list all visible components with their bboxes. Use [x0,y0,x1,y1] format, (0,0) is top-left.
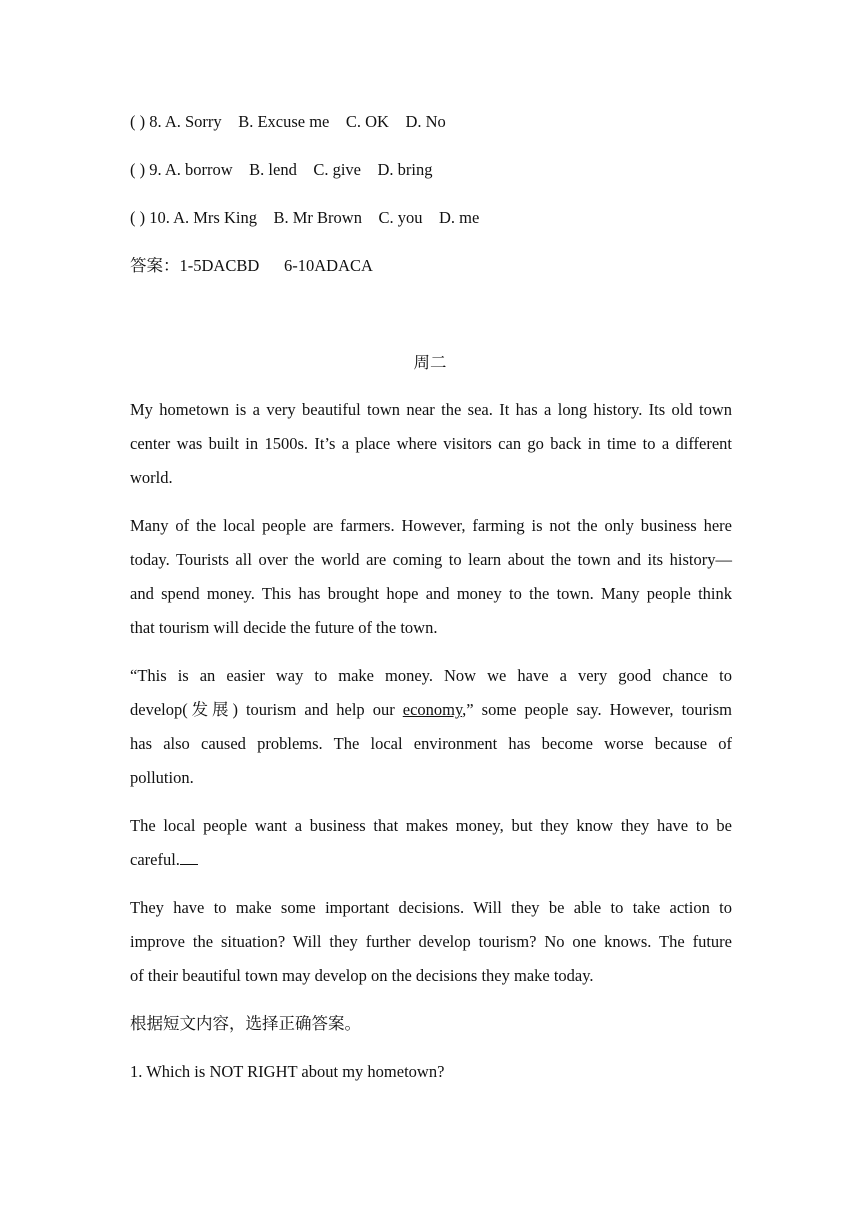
passage-paragraph-1 [130,393,732,495]
option-b: B. lend [249,160,297,179]
option-d: D. me [438,208,480,227]
option-d: D. bring [377,160,433,179]
answer-part-1: 1-5DACBD [179,256,260,275]
question-number: ( ) 10. [130,208,170,227]
passage-paragraph-4 [130,809,732,877]
answer-label: 答案： [130,256,180,275]
text-segment: careful. [130,850,180,869]
paragraph-line: of their beautiful town may develop on the decisions they make today. [130,966,594,985]
question-8 [130,111,446,133]
question-9 [130,159,433,181]
paragraph-line: today. Tourists all over the world are coming to learn about the town and its history— [130,550,732,569]
question-number: ( ) 9. [130,160,162,179]
option-a: A. Sorry [164,112,222,131]
question-number: ( ) 8. [130,112,162,131]
paragraph-line: pollution. [130,768,194,787]
paragraph-line: My hometown is a very beautiful town near the sea. It has a long history. Its old town [130,400,732,419]
option-a: A. Mrs King [173,208,257,227]
option-a: A. borrow [164,160,233,179]
comprehension-question-1: 1. Which is NOT RIGHT about my hometown? [130,1062,445,1081]
instruction: 根据短文内容，选择正确答案。 [130,1014,361,1033]
paragraph-line: Many of the local people are farmers. However, farming is not the only business here [130,516,732,535]
paragraph-line: world. [130,468,173,487]
paragraph-line: center was built in 1500s. It’s a place where visitors can go back in time to a different [130,434,732,453]
text-segment: ,” some people say. However, tourism [462,700,732,719]
answer-part-2: 6-10ADACA [284,256,373,275]
text-segment: develop(发展) tourism and help our [130,700,403,719]
passage-paragraph-2 [130,509,732,645]
paragraph-line: has also caused problems. The local environment has become worse because of [130,734,732,753]
passage-paragraph-3 [130,659,732,795]
option-b: B. Excuse me [238,112,330,131]
section-title: 周二 [413,353,447,372]
underlined-word: economy [402,700,463,719]
paragraph-line: They have to make some important decisions. Will they be able to take action to [130,898,732,917]
paragraph-line: improve the situation? Will they further develop tourism? No one knows. The future [130,932,732,951]
question-10 [130,207,479,229]
option-c: C. you [378,208,423,227]
answer-line [130,255,373,277]
paragraph-line: The local people want a business that makes money, but they know they have to be [130,816,732,835]
paragraph-line [130,693,732,727]
option-d: D. No [405,112,446,131]
paragraph-line: and spend money. This has brought hope and money to the town. Many people think [130,584,732,603]
option-c: C. OK [345,112,389,131]
paragraph-line: “This is an easier way to make money. Now we have a very good chance to [130,666,732,685]
answer-blank [180,850,198,865]
passage-paragraph-5 [130,891,732,993]
paragraph-line: that tourism will decide the future of the town. [130,618,438,637]
paragraph-line [130,843,732,877]
option-c: C. give [313,160,362,179]
option-b: B. Mr Brown [273,208,362,227]
